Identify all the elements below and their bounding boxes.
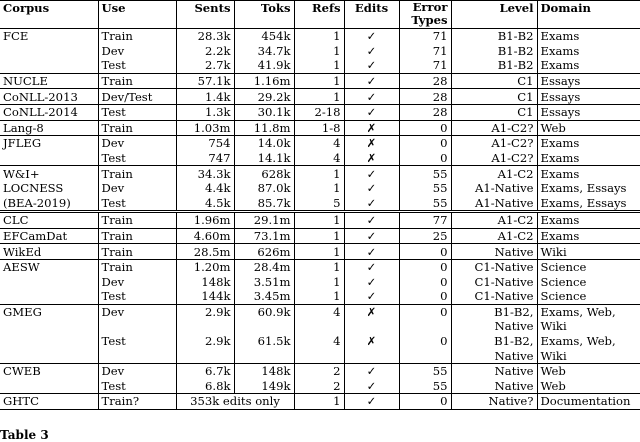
cell-use: Dev bbox=[98, 44, 176, 59]
cell-level: C1 bbox=[451, 104, 537, 120]
cell-corpus bbox=[0, 275, 98, 290]
cell-use: Dev bbox=[98, 275, 176, 290]
table-caption: Table 3 bbox=[0, 428, 49, 442]
cell-error-types: 0 bbox=[399, 151, 451, 166]
cell-sents: 6.8k bbox=[176, 379, 234, 394]
table-row bbox=[0, 58, 640, 73]
cell-use bbox=[98, 319, 176, 334]
cell-refs: 4 bbox=[294, 304, 344, 319]
cell-use: Dev bbox=[98, 136, 176, 151]
cell-toks bbox=[234, 319, 294, 334]
cell-use: Test bbox=[98, 104, 176, 120]
cell-level: C1-Native bbox=[451, 289, 537, 304]
cell-toks: 61.5k bbox=[234, 334, 294, 349]
cell-toks: 87.0k bbox=[234, 181, 294, 196]
cell-use: Train bbox=[98, 228, 176, 244]
cell-sents: 28.3k bbox=[176, 29, 234, 44]
cell-level: Native? bbox=[451, 394, 537, 410]
cell-corpus: GMEG bbox=[0, 304, 98, 319]
cell-domain: Web bbox=[537, 120, 640, 136]
cell-domain: Web bbox=[537, 379, 640, 394]
cell-toks: 41.9k bbox=[234, 58, 294, 73]
cell-domain: Exams bbox=[537, 166, 640, 181]
cell-error-types: 0 bbox=[399, 275, 451, 290]
cell-error-types: 0 bbox=[399, 394, 451, 410]
cell-corpus bbox=[0, 334, 98, 349]
cell-corpus: CoNLL-2013 bbox=[0, 89, 98, 105]
cell-domain: Exams bbox=[537, 228, 640, 244]
cell-domain: Exams, Web, bbox=[537, 304, 640, 319]
cell-error-types: 25 bbox=[399, 228, 451, 244]
cell-toks: 28.4m bbox=[234, 259, 294, 274]
cell-refs: 4 bbox=[294, 151, 344, 166]
table-row bbox=[0, 73, 640, 89]
table-row bbox=[0, 364, 640, 379]
table-row bbox=[0, 120, 640, 136]
cell-corpus: FCE bbox=[3, 29, 29, 44]
cell-use: Dev/Test bbox=[98, 89, 176, 105]
cell-domain: Essays bbox=[537, 89, 640, 105]
cell-corpus: Lang-8 bbox=[0, 120, 98, 136]
cell-sents: 1.03m bbox=[176, 120, 234, 136]
header-toks: Toks bbox=[234, 1, 294, 29]
cell-sents: 353k edits only bbox=[176, 394, 294, 410]
cell-edits: ✓ bbox=[344, 244, 399, 260]
cell-level: A1-C2 bbox=[451, 166, 537, 181]
cell-edits: ✓ bbox=[344, 275, 399, 290]
cell-domain: Exams, Essays bbox=[537, 181, 640, 196]
table-row bbox=[0, 244, 640, 260]
cell-level: A1-C2? bbox=[451, 136, 537, 151]
cell-use: Dev bbox=[98, 304, 176, 319]
cell-refs: 1-8 bbox=[294, 120, 344, 136]
header-sents: Sents bbox=[176, 1, 234, 29]
table-row bbox=[0, 334, 640, 349]
cell-level: Native bbox=[451, 319, 537, 334]
cell-domain: Science bbox=[537, 289, 640, 304]
cell-domain: Science bbox=[537, 259, 640, 274]
table-row bbox=[0, 151, 640, 166]
cell-edits: ✗ bbox=[344, 136, 399, 151]
header-edits: Edits bbox=[344, 1, 399, 29]
cell-corpus: (BEA-2019) bbox=[3, 195, 71, 210]
cell-sents: 4.5k bbox=[176, 196, 234, 212]
cell-refs: 1 bbox=[294, 166, 344, 181]
cell-edits: ✓ bbox=[344, 58, 399, 73]
cell-edits: ✓ bbox=[344, 228, 399, 244]
table-row bbox=[0, 196, 640, 212]
cell-refs: 5 bbox=[294, 196, 344, 212]
cell-level: B1-B2, bbox=[451, 304, 537, 319]
cell-use: Train bbox=[98, 259, 176, 274]
cell-use: Test bbox=[98, 58, 176, 73]
cell-sents: 28.5m bbox=[176, 244, 234, 260]
cell-toks: 85.7k bbox=[234, 196, 294, 212]
table-row bbox=[0, 304, 640, 319]
cell-sents: 4.60m bbox=[176, 228, 234, 244]
cell-domain: Web bbox=[537, 364, 640, 379]
cell-toks: 148k bbox=[234, 364, 294, 379]
cell-toks: 29.1m bbox=[234, 212, 294, 229]
table-row bbox=[0, 319, 640, 334]
cell-domain: Exams bbox=[537, 58, 640, 73]
cell-sents: 1.96m bbox=[176, 212, 234, 229]
cell-toks: 14.1k bbox=[234, 151, 294, 166]
cell-sents: 57.1k bbox=[176, 73, 234, 89]
cell-refs: 2-18 bbox=[294, 104, 344, 120]
cell-refs: 1 bbox=[294, 244, 344, 260]
table-row bbox=[0, 89, 640, 105]
cell-toks: 628k bbox=[234, 166, 294, 181]
cell-error-types: 55 bbox=[399, 196, 451, 212]
cell-use bbox=[98, 348, 176, 363]
cell-error-types: 0 bbox=[399, 244, 451, 260]
cell-edits: ✓ bbox=[344, 364, 399, 379]
cell-edits: ✓ bbox=[344, 181, 399, 196]
cell-corpus: LOCNESS bbox=[3, 181, 64, 196]
cell-edits: ✓ bbox=[344, 289, 399, 304]
header-corpus: Corpus bbox=[0, 1, 98, 29]
cell-use: Dev bbox=[98, 364, 176, 379]
cell-refs bbox=[294, 319, 344, 334]
cell-level: A1-Native bbox=[451, 196, 537, 212]
cell-toks: 3.45m bbox=[234, 289, 294, 304]
cell-refs: 1 bbox=[294, 275, 344, 290]
cell-error-types: 0 bbox=[399, 120, 451, 136]
cell-error-types: 55 bbox=[399, 364, 451, 379]
cell-sents: 2.7k bbox=[176, 58, 234, 73]
cell-level: B1-B2 bbox=[451, 29, 537, 44]
cell-edits: ✓ bbox=[344, 29, 399, 44]
cell-refs: 1 bbox=[294, 394, 344, 410]
cell-edits: ✗ bbox=[344, 120, 399, 136]
cell-sents: 2.9k bbox=[176, 304, 234, 319]
table-row bbox=[0, 394, 640, 410]
cell-level: C1 bbox=[451, 73, 537, 89]
cell-error-types: 0 bbox=[399, 136, 451, 151]
cell-use: Train bbox=[98, 120, 176, 136]
cell-level: C1 bbox=[451, 89, 537, 105]
cell-error-types: 28 bbox=[399, 73, 451, 89]
table-row bbox=[0, 379, 640, 394]
cell-edits: ✓ bbox=[344, 212, 399, 229]
cell-edits: ✓ bbox=[344, 394, 399, 410]
cell-corpus bbox=[0, 319, 98, 334]
cell-edits: ✓ bbox=[344, 379, 399, 394]
cell-refs: 1 bbox=[294, 44, 344, 59]
cell-sents: 1.3k bbox=[176, 104, 234, 120]
cell-sents bbox=[176, 319, 234, 334]
cell-level: Native bbox=[451, 364, 537, 379]
cell-toks: 11.8m bbox=[234, 120, 294, 136]
cell-sents: 4.4k bbox=[176, 181, 234, 196]
cell-use: Train bbox=[98, 212, 176, 229]
cell-corpus: NUCLE bbox=[0, 73, 98, 89]
cell-refs: 1 bbox=[294, 73, 344, 89]
cell-level: A1-Native bbox=[451, 181, 537, 196]
cell-level: Native bbox=[451, 348, 537, 363]
cell-domain: Wiki bbox=[537, 319, 640, 334]
cell-edits: ✗ bbox=[344, 151, 399, 166]
cell-domain: Exams bbox=[537, 151, 640, 166]
cell-error-types: 55 bbox=[399, 181, 451, 196]
cell-toks: 1.16m bbox=[234, 73, 294, 89]
cell-domain: Exams bbox=[537, 44, 640, 59]
cell-refs: 1 bbox=[294, 289, 344, 304]
cell-error-types: 0 bbox=[399, 334, 451, 349]
cell-edits bbox=[344, 319, 399, 334]
cell-corpus: GHTC bbox=[0, 394, 98, 410]
cell-error-types: 0 bbox=[399, 304, 451, 319]
cell-corpus: CWEB bbox=[0, 364, 98, 379]
cell-corpus: JFLEG bbox=[0, 136, 98, 151]
cell-sents: 148k bbox=[176, 275, 234, 290]
cell-use: Train bbox=[98, 244, 176, 260]
cell-refs: 1 bbox=[294, 228, 344, 244]
cell-toks: 3.51m bbox=[234, 275, 294, 290]
cell-edits bbox=[344, 348, 399, 363]
cell-corpus: CLC bbox=[0, 212, 98, 229]
cell-level: C1-Native bbox=[451, 275, 537, 290]
cell-edits: ✓ bbox=[344, 196, 399, 212]
cell-refs: 2 bbox=[294, 379, 344, 394]
cell-use: Train? bbox=[98, 394, 176, 410]
cell-sents: 6.7k bbox=[176, 364, 234, 379]
cell-level: Native bbox=[451, 379, 537, 394]
cell-level: A1-C2 bbox=[451, 212, 537, 229]
cell-refs: 1 bbox=[294, 58, 344, 73]
cell-refs: 1 bbox=[294, 29, 344, 44]
cell-toks: 454k bbox=[234, 29, 294, 44]
cell-corpus bbox=[0, 289, 98, 304]
cell-corpus: WikEd bbox=[0, 244, 98, 260]
cell-error-types: 28 bbox=[399, 89, 451, 105]
cell-use: Test bbox=[98, 196, 176, 212]
cell-corpus bbox=[0, 151, 98, 166]
cell-corpus bbox=[0, 348, 98, 363]
table-row bbox=[0, 289, 640, 304]
cell-sents: 1.4k bbox=[176, 89, 234, 105]
cell-error-types: 28 bbox=[399, 104, 451, 120]
cell-domain: Exams bbox=[537, 136, 640, 151]
cell-level: B1-B2, bbox=[451, 334, 537, 349]
cell-error-types: 71 bbox=[399, 58, 451, 73]
table-row bbox=[0, 136, 640, 151]
table-row bbox=[0, 259, 640, 274]
cell-error-types: 77 bbox=[399, 212, 451, 229]
cell-level: B1-B2 bbox=[451, 58, 537, 73]
cell-toks: 29.2k bbox=[234, 89, 294, 105]
cell-sents: 1.20m bbox=[176, 259, 234, 274]
cell-domain: Exams, Essays bbox=[537, 196, 640, 212]
cell-error-types: 0 bbox=[399, 259, 451, 274]
cell-edits: ✓ bbox=[344, 104, 399, 120]
cell-toks: 60.9k bbox=[234, 304, 294, 319]
table-row bbox=[0, 212, 640, 229]
cell-sents bbox=[176, 348, 234, 363]
table-row bbox=[0, 348, 640, 363]
cell-refs: 2 bbox=[294, 364, 344, 379]
cell-corpus bbox=[0, 379, 98, 394]
cell-use: Test bbox=[98, 289, 176, 304]
header-refs: Refs bbox=[294, 1, 344, 29]
cell-level: A1-C2? bbox=[451, 120, 537, 136]
cell-sents: 34.3k bbox=[176, 166, 234, 181]
cell-toks: 34.7k bbox=[234, 44, 294, 59]
cell-level: C1-Native bbox=[451, 259, 537, 274]
header-domain: Domain bbox=[537, 1, 640, 29]
cell-domain: Wiki bbox=[537, 244, 640, 260]
cell-corpus: W&I+ bbox=[0, 166, 98, 181]
cell-error-types: 55 bbox=[399, 166, 451, 181]
cell-toks: 73.1m bbox=[234, 228, 294, 244]
cell-edits: ✓ bbox=[344, 166, 399, 181]
cell-domain: Wiki bbox=[537, 348, 640, 363]
cell-level: B1-B2 bbox=[451, 44, 537, 59]
cell-refs: 1 bbox=[294, 89, 344, 105]
cell-refs: 1 bbox=[294, 181, 344, 196]
cell-edits: ✓ bbox=[344, 73, 399, 89]
cell-use: Test bbox=[98, 151, 176, 166]
cell-edits: ✗ bbox=[344, 334, 399, 349]
cell-domain: Documentation bbox=[537, 394, 640, 410]
cell-error-types bbox=[399, 348, 451, 363]
cell-refs: 4 bbox=[294, 334, 344, 349]
header-level: Level bbox=[451, 1, 537, 29]
cell-level: Native bbox=[451, 244, 537, 260]
cell-toks: 30.1k bbox=[234, 104, 294, 120]
cell-use: Dev bbox=[98, 181, 176, 196]
header-use: Use bbox=[98, 1, 176, 29]
table-row bbox=[0, 228, 640, 244]
table-row bbox=[0, 104, 640, 120]
cell-level: A1-C2? bbox=[451, 151, 537, 166]
cell-edits: ✓ bbox=[344, 44, 399, 59]
cell-use: Train bbox=[98, 29, 176, 44]
cell-refs bbox=[294, 348, 344, 363]
cell-domain: Exams bbox=[537, 29, 640, 44]
cell-toks: 14.0k bbox=[234, 136, 294, 151]
table-body bbox=[0, 29, 640, 410]
cell-sents: 2.2k bbox=[176, 44, 234, 59]
header-row bbox=[0, 1, 640, 29]
cell-corpus bbox=[0, 58, 98, 73]
cell-error-types: 71 bbox=[399, 29, 451, 44]
cell-edits: ✓ bbox=[344, 89, 399, 105]
cell-use: Train bbox=[98, 73, 176, 89]
cell-level: A1-C2 bbox=[451, 228, 537, 244]
cell-toks: 149k bbox=[234, 379, 294, 394]
cell-toks: 626m bbox=[234, 244, 294, 260]
cell-edits: ✓ bbox=[344, 259, 399, 274]
table-row bbox=[0, 275, 640, 290]
cell-domain: Exams, Web, bbox=[537, 334, 640, 349]
cell-error-types: 71 bbox=[399, 44, 451, 59]
cell-use: Train bbox=[98, 166, 176, 181]
cell-use: Test bbox=[98, 379, 176, 394]
cell-error-types: 0 bbox=[399, 289, 451, 304]
cell-edits: ✗ bbox=[344, 304, 399, 319]
cell-corpus: AESW bbox=[0, 259, 98, 274]
cell-sents: 754 bbox=[176, 136, 234, 151]
cell-sents: 747 bbox=[176, 151, 234, 166]
cell-sents: 2.9k bbox=[176, 334, 234, 349]
cell-refs: 1 bbox=[294, 259, 344, 274]
table-row bbox=[0, 181, 640, 196]
cell-corpus bbox=[0, 44, 98, 59]
cell-refs: 4 bbox=[294, 136, 344, 151]
cell-sents: 144k bbox=[176, 289, 234, 304]
cell-domain: Essays bbox=[537, 73, 640, 89]
cell-error-types bbox=[399, 319, 451, 334]
table-row bbox=[0, 166, 640, 181]
cell-use: Test bbox=[98, 334, 176, 349]
header-error-types: Error Types bbox=[399, 1, 451, 29]
cell-domain: Science bbox=[537, 275, 640, 290]
cell-error-types: 55 bbox=[399, 379, 451, 394]
table-row bbox=[0, 44, 640, 59]
cell-corpus: EFCamDat bbox=[0, 228, 98, 244]
cell-refs: 1 bbox=[294, 212, 344, 229]
cell-toks bbox=[234, 348, 294, 363]
table-row bbox=[0, 29, 640, 44]
cell-domain: Essays bbox=[537, 104, 640, 120]
cell-domain: Exams bbox=[537, 212, 640, 229]
cell-corpus: CoNLL-2014 bbox=[0, 104, 98, 120]
